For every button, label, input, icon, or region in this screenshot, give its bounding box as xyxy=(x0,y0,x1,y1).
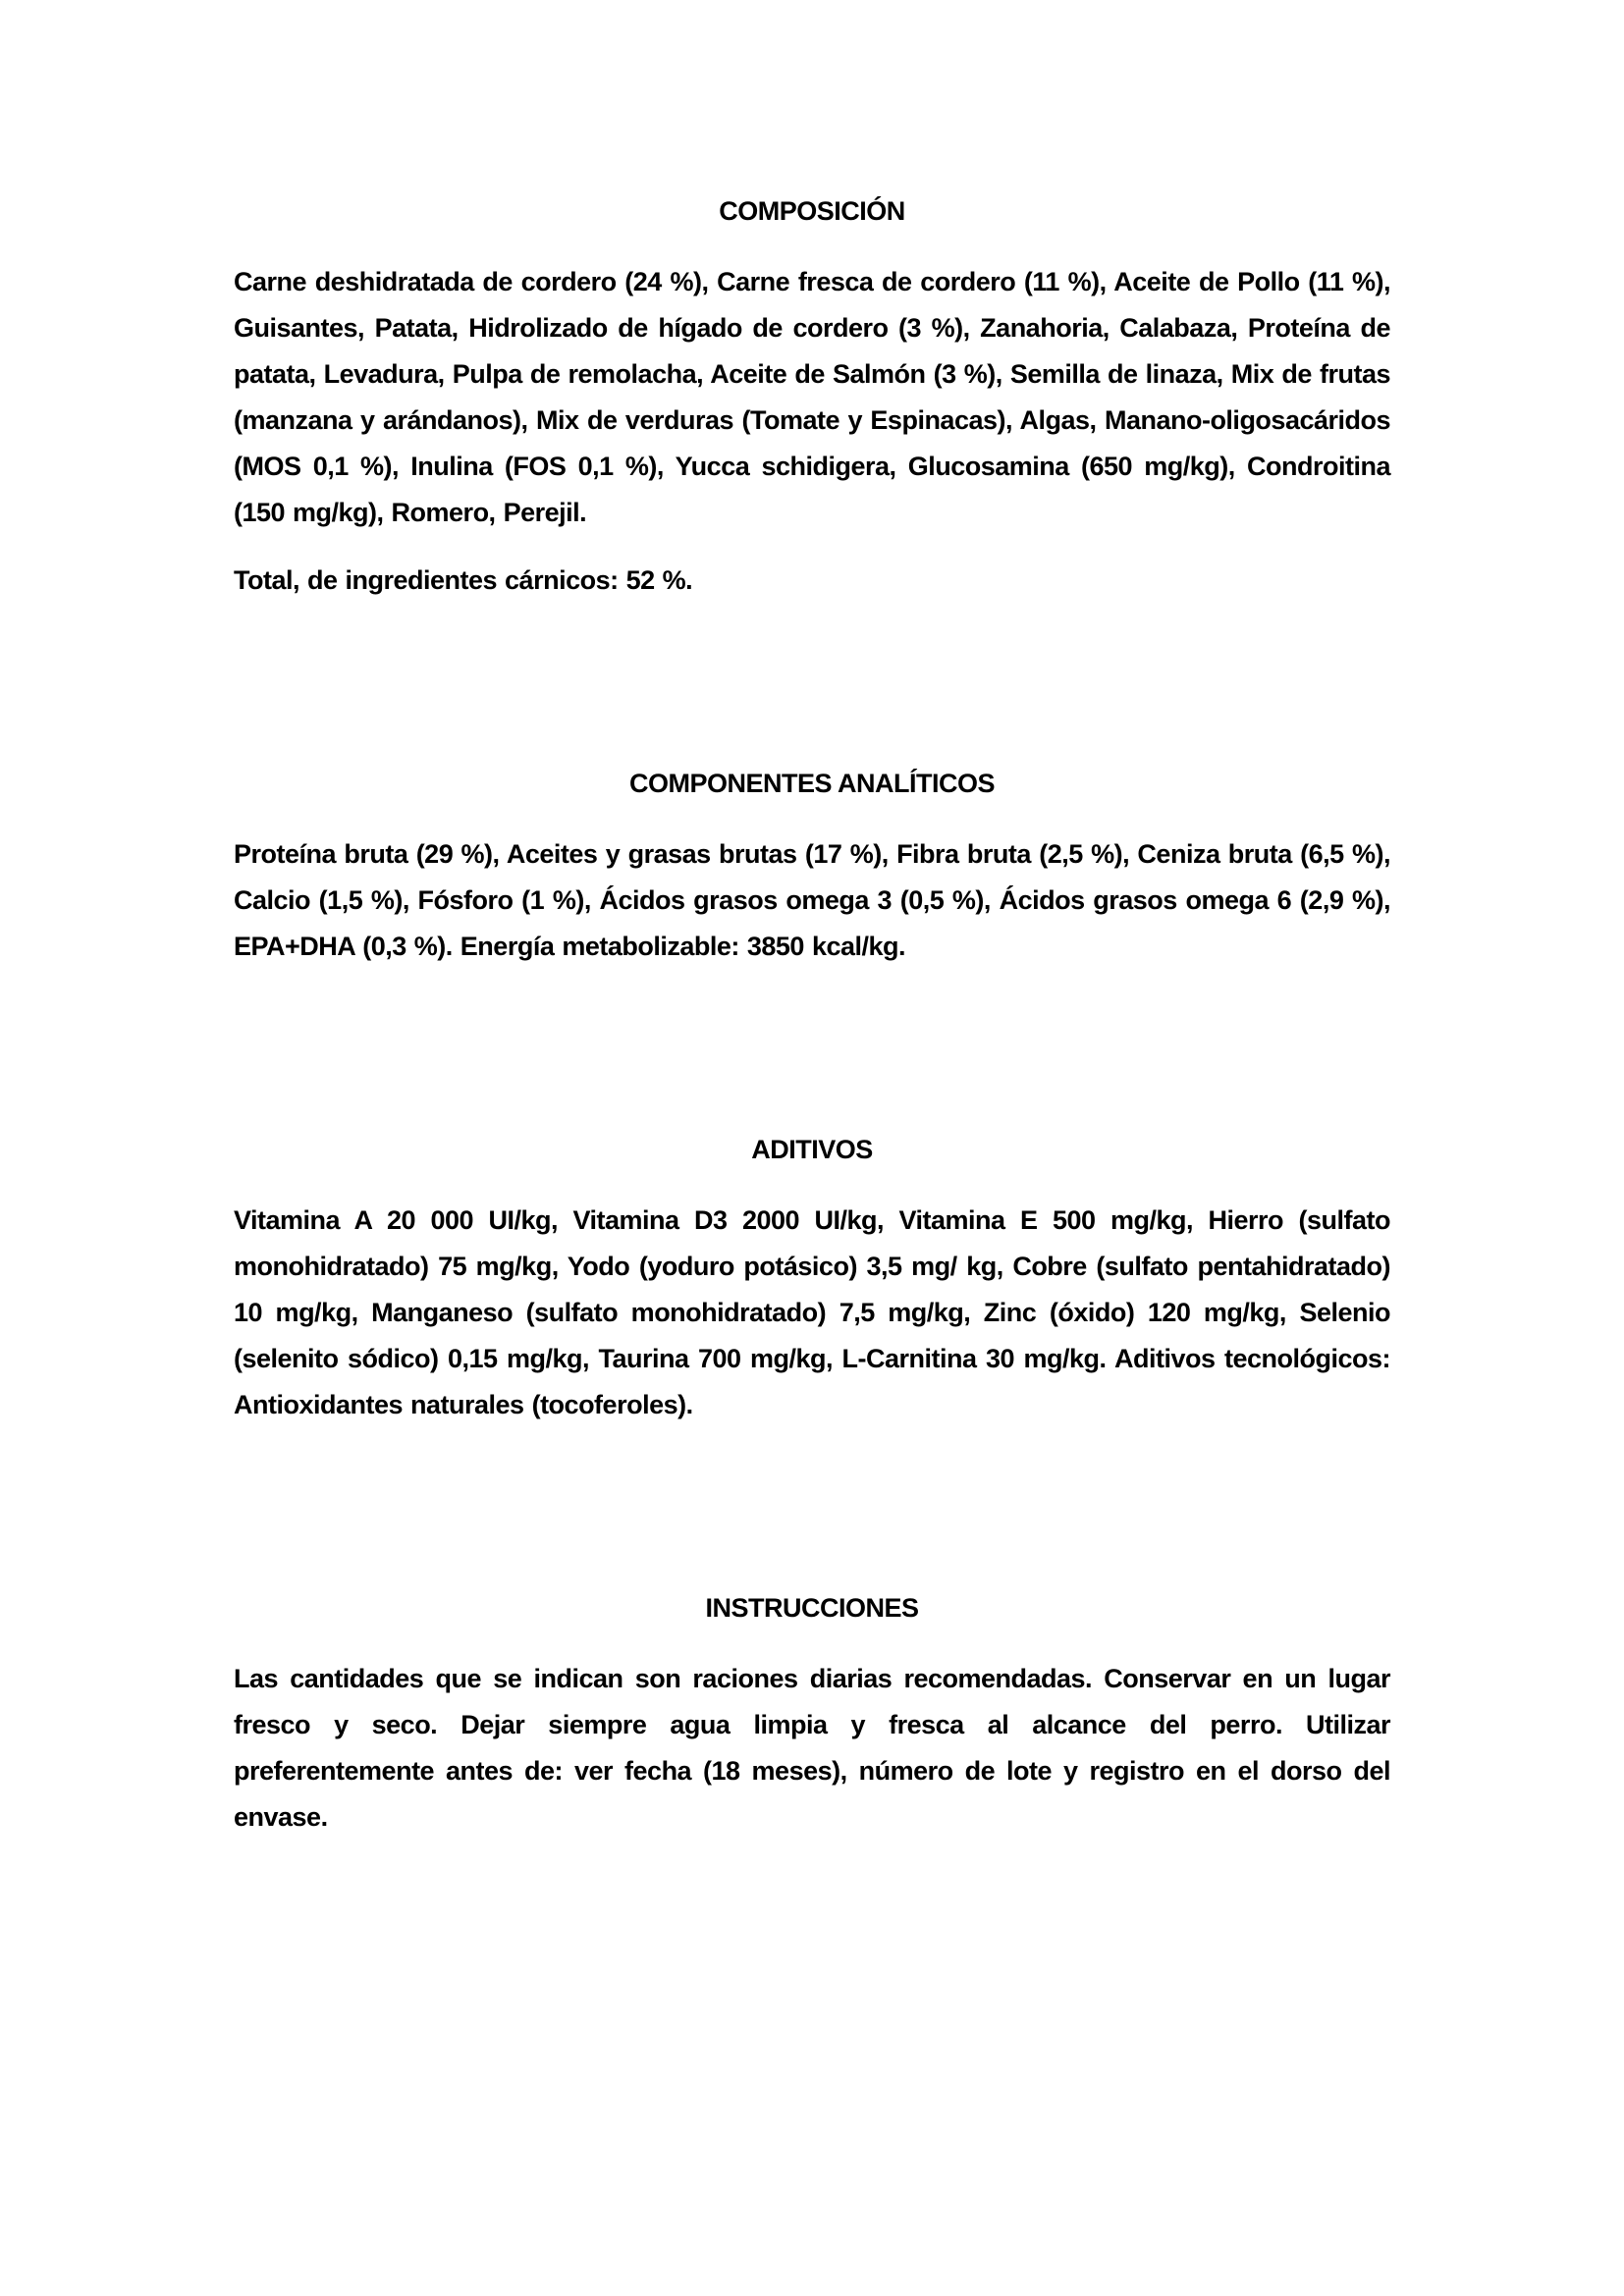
section-heading-aditivos: ADITIVOS xyxy=(751,1135,873,1164)
instrucciones-paragraph: Las cantidades que se indican son raciones diarias recomendadas. Conservar en un lugar fresco y seco. Dejar siempre agua limpia y fresca al alcance del perro. Utilizar preferentemente antes de: ver fecha (18 meses), número de lote y registro en el dorso del envase. xyxy=(234,1664,1390,1832)
composicion-ingredients-paragraph: Carne deshidratada de cordero (24 %), Carne fresca de cordero (11 %), Aceite de Pollo (11 %), Guisantes, Patata, Hidrolizado de hígado de cordero (3 %), Zanahoria, Calabaza, Proteína de patata, Levadura, Pulpa de remolacha, Aceite de Salmón (3 %), Semilla de linaza, Mix de frutas (manzana y arándanos), Mix de verduras (Tomate y Espinacas), Algas, Manano-oligosacáridos (MOS 0,1 %), Inulina (FOS 0,1 %), Yucca schidigera, Glucosamina (650 mg/kg), Condroitina (150 mg/kg), Romero, Perejil. xyxy=(234,267,1390,527)
aditivos-paragraph: Vitamina A 20 000 UI/kg, Vitamina D3 2000 UI/kg, Vitamina E 500 mg/kg, Hierro (sulfato monohidratado) 75 mg/kg, Yodo (yoduro potásico) 3,5 mg/ kg, Cobre (sulfato pentahidratado) 10 mg/kg, Manganeso (sulfato monohidratado) 7,5 mg/kg, Zinc (óxido) 120 mg/kg, Selenio (selenito sódico) 0,15 mg/kg, Taurina 700 mg/kg, L-Carnitina 30 mg/kg. Aditivos tecnológicos: Antioxidantes naturales (tocoferoles). xyxy=(234,1205,1390,1419)
document-content xyxy=(234,0,1390,1841)
componentes-analiticos-paragraph: Proteína bruta (29 %), Aceites y grasas brutas (17 %), Fibra bruta (2,5 %), Ceniza bruta (6,5 %), Calcio (1,5 %), Fósforo (1 %), Ácidos grasos omega 3 (0,5 %), Ácidos grasos omega 6 (2,9 %), EPA+DHA (0,3 %). Energía metabolizable: 3850 kcal/kg. xyxy=(234,839,1390,961)
section-heading-componentes-analiticos: COMPONENTES ANALÍTICOS xyxy=(628,769,995,798)
section-heading-composicion: COMPOSICIÓN xyxy=(719,196,905,226)
composicion-total-paragraph: Total, de ingredientes cárnicos: 52 %. xyxy=(234,565,693,595)
section-heading-instrucciones: INSTRUCCIONES xyxy=(705,1593,919,1623)
